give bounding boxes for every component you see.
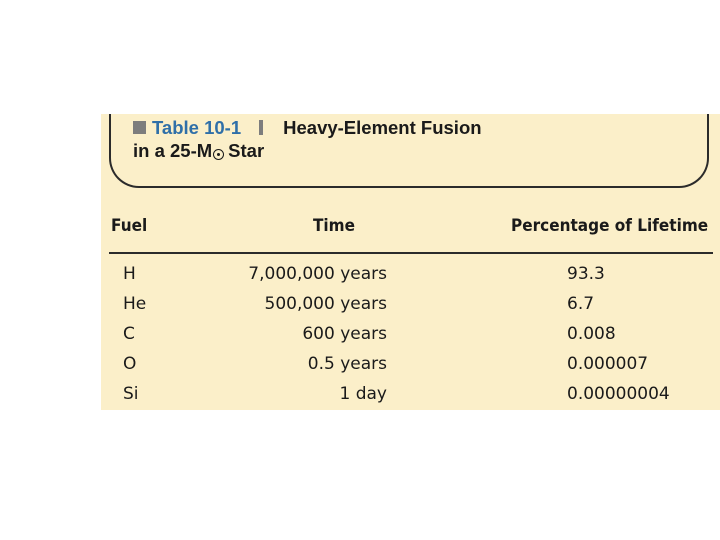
table-row [101,379,720,409]
percentage-cell: 6.7 [567,294,595,314]
table-row [101,289,720,319]
time-cell: 0.5 years [307,354,387,374]
percentage-cell: 0.008 [567,324,616,344]
table-title [133,119,482,138]
percentage-cell: 93.3 [567,264,605,284]
table-heading: Heavy-Element Fusion [283,117,482,138]
table-label: Table 10-1 [152,117,242,138]
table-subtitle [133,142,264,161]
header-divider [109,252,713,254]
table-row [101,319,720,349]
table-panel [101,114,720,410]
table-body [101,259,720,409]
subtitle-suffix: Star [228,140,265,161]
fuel-cell: O [123,354,137,374]
table-row [101,349,720,379]
fuel-cell: H [123,264,136,284]
subtitle-prefix: in a 25-M [133,140,213,161]
fuel-cell: Si [123,384,139,404]
time-cell: 600 years [302,324,387,344]
time-cell: 500,000 years [264,294,387,314]
column-header-fuel: Fuel [111,216,148,236]
fuel-cell: C [123,324,135,344]
time-cell: 7,000,000 years [248,264,387,284]
percentage-cell: 0.00000004 [567,384,670,404]
separator-bar-icon [259,120,263,135]
table-row [101,259,720,289]
gray-square-icon [133,121,146,134]
column-header-time: Time [313,216,356,236]
fuel-cell: He [123,294,147,314]
column-header-percentage: Percentage of Lifetime [511,216,709,236]
percentage-cell: 0.000007 [567,354,649,374]
time-cell: 1 day [339,384,387,404]
sun-symbol-icon [213,149,224,160]
